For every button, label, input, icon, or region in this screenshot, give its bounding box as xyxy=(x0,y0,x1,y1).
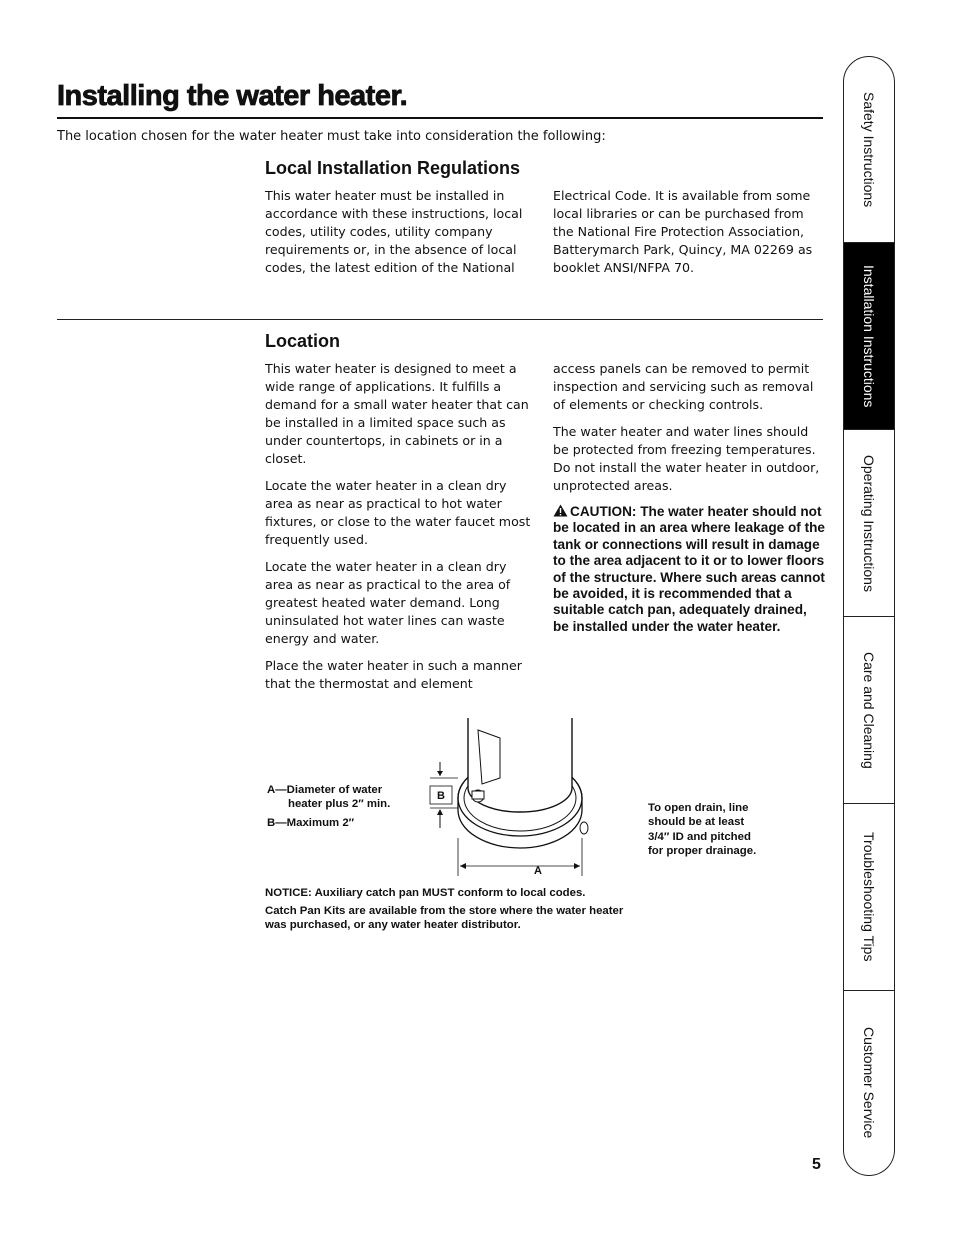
caution-block xyxy=(553,504,825,635)
dim-a-label: A xyxy=(534,865,542,877)
location-para-1: This water heater is designed to meet a wide range of applications. It fulfills a demand for a small water heater that can be installed in a limited space such as under countertops, in cabinets or in a closet. xyxy=(265,361,529,466)
regulations-heading: Local Installation Regulations xyxy=(265,158,521,178)
tab-label: Safety Instructions xyxy=(861,91,877,208)
tab-care-and-cleaning[interactable] xyxy=(843,617,895,804)
tab-label: Troubleshooting Tips xyxy=(861,832,877,962)
regulations-col2: Electrical Code. It is available from some local libraries or can be purchased from the National Fire Protection Association, Batterymarch Park, Quincy, MA 02269 as booklet ANSI/NFPA 70. xyxy=(553,188,813,275)
drain-note: To open drain, line should be at least 3/4″ ID and pitched for proper drainage. xyxy=(648,802,757,858)
catch-pan-diagram xyxy=(420,718,620,883)
location-para-2: Locate the water heater in a clean dry area as near as practical to hot water fixtures, or close to the water faucet most frequently used. xyxy=(265,478,531,547)
tab-label: Customer Service xyxy=(861,1027,877,1139)
location-heading: Location xyxy=(265,331,340,351)
legend-a-line1: A—Diameter of water xyxy=(267,784,383,796)
warning-icon xyxy=(553,504,568,517)
location-col2 xyxy=(553,360,825,644)
tab-operating-instructions[interactable] xyxy=(843,430,895,617)
kits-text: Catch Pan Kits are available from the store where the water heater was purchased, or any water heater distributor. xyxy=(265,905,624,932)
tab-troubleshooting-tips[interactable] xyxy=(843,804,895,991)
tab-customer-service[interactable] xyxy=(843,991,895,1176)
caution-text: CAUTION: The water heater should not be located in an area where leakage of the tank or connections will result in damage to the area adjacent to it or to lower floors of the structure. Where such areas cannot be avoided, it is recommended that a suitable catch pan, adequately drained, be installed under the water heater. xyxy=(553,504,825,634)
tab-label: Care and Cleaning xyxy=(861,651,877,769)
section-divider xyxy=(57,319,823,320)
tab-installation-instructions[interactable] xyxy=(843,243,895,430)
legend-a-line2: heater plus 2″ min. xyxy=(288,798,391,811)
location-para-5: access panels can be removed to permit inspection and servicing such as removal of elements or checking controls. xyxy=(553,361,814,412)
page-number: 5 xyxy=(812,1156,821,1173)
location-para-3: Locate the water heater in a clean dry area as near as practical to the area of greatest heated water demand. Long uninsulated hot water lines can waste energy and water. xyxy=(265,559,511,646)
title-rule xyxy=(57,117,823,119)
location-para-6: The water heater and water lines should be protected from freezing temperatures. Do not install the water heater in outdoor, unprotected areas. xyxy=(553,424,820,493)
tab-label: Installation Instructions xyxy=(861,264,877,408)
regulations-col1: This water heater must be installed in accordance with these instructions, local codes, utility codes, utility company requirements or, in the absence of local codes, the latest edition of the National xyxy=(265,188,523,275)
legend-a xyxy=(267,783,390,812)
side-nav xyxy=(843,56,897,1176)
intro-text: The location chosen for the water heater must take into consideration the following: xyxy=(57,129,606,144)
page-title: Installing the water heater. xyxy=(57,80,408,112)
tab-label: Operating Instructions xyxy=(861,454,877,592)
dim-b-label: B xyxy=(437,790,445,802)
location-para-4: Place the water heater in such a manner that the thermostat and element xyxy=(265,658,522,691)
notice-text: NOTICE: Auxiliary catch pan MUST conform to local codes. xyxy=(265,887,586,899)
legend-b: B—Maximum 2″ xyxy=(267,817,355,829)
location-col1 xyxy=(265,360,537,702)
tab-safety-instructions[interactable] xyxy=(843,56,895,243)
